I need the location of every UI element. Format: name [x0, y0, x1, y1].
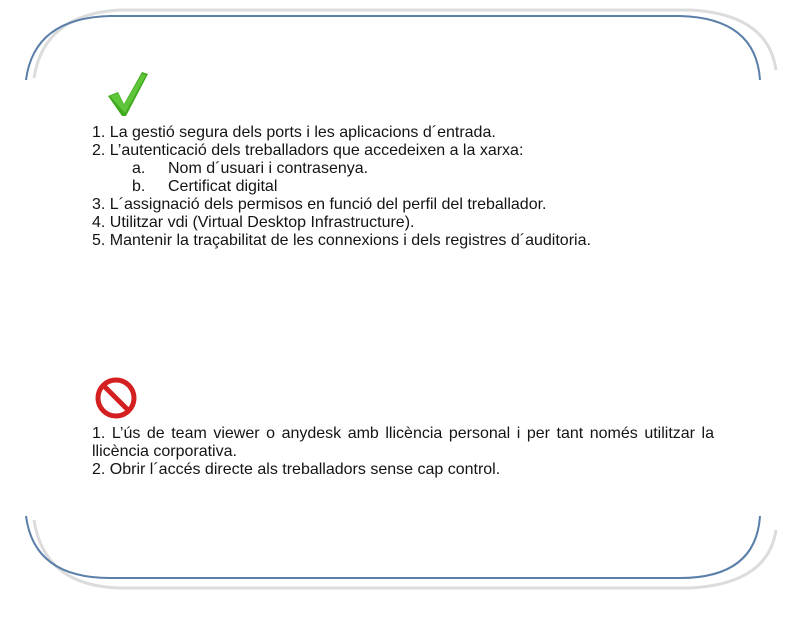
subitem-marker: b. — [132, 178, 146, 195]
denied-section — [92, 425, 714, 479]
frame-bottom-arc — [26, 516, 760, 578]
check-mark-icon — [104, 66, 150, 118]
prohibited-icon — [94, 374, 140, 422]
allowed-section — [92, 124, 714, 250]
denied-item-2: 2. Obrir l´accés directe als treballadors sense cap control. — [92, 461, 501, 478]
allowed-item-5: 5. Mantenir la traçabilitat de les connexions i dels registres d´auditoria. — [92, 232, 591, 249]
allowed-item-4: 4. Utilitzar vdi (Virtual Desktop Infrastructure). — [92, 214, 415, 231]
allowed-subitem-b — [92, 178, 714, 196]
subitem-text: Nom d´usuari i contrasenya. — [168, 160, 369, 177]
allowed-item-3: 3. L´assignació dels permisos en funció del perfil del treballador. — [92, 196, 547, 213]
allowed-item-1: 1. La gestió segura dels ports i les aplicacions d´entrada. — [92, 124, 496, 141]
subitem-text: Certificat digital — [168, 178, 278, 195]
subitem-marker: a. — [132, 160, 146, 177]
allowed-item-2: 2. L’autenticació dels treballadors que accedeixen a la xarxa: — [92, 142, 524, 159]
allowed-subitem-a — [92, 160, 714, 178]
denied-item-1: 1. L’ús de team viewer o anydesk amb llicència personal i per tant només utilitzar la llicència corporativa. — [92, 425, 714, 460]
